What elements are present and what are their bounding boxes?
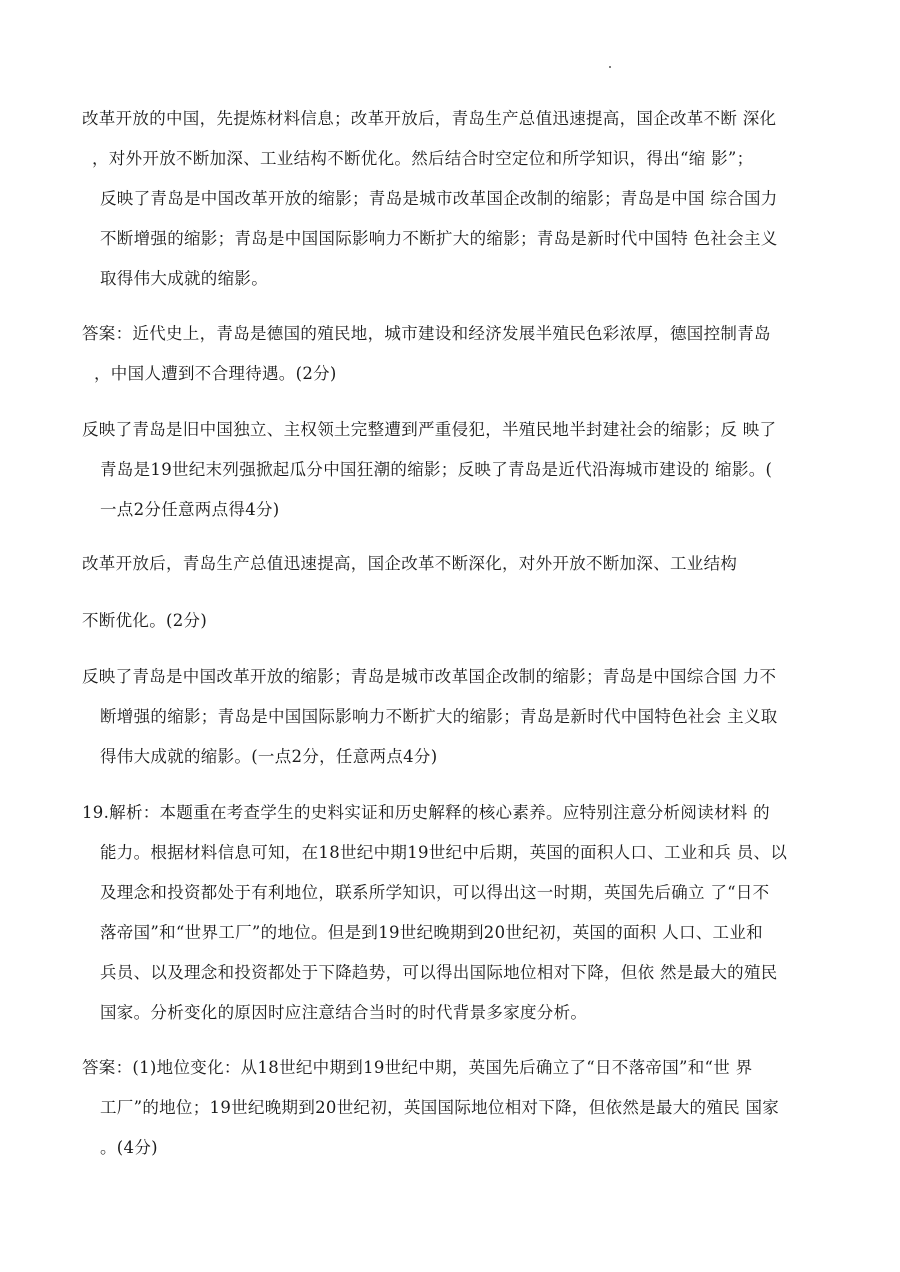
text-line: 能力。根据材料信息可知，在18世纪中期19世纪中后期，英国的面积人口、工业和兵 员、以 bbox=[100, 843, 788, 862]
text-line: 青岛是19世纪末列强掀起瓜分中国狂潮的缩影；反映了青岛是近代沿海城市建设的 缩影。( bbox=[100, 460, 773, 479]
text-line: 反映了青岛是中国改革开放的缩影；青岛是城市改革国企改制的缩影；青岛是中国 综合国力 bbox=[100, 189, 778, 208]
text-line: 改革开放后，青岛生产总值迅速提高，国企改革不断深化，对外开放不断加深、工业结构 bbox=[82, 554, 738, 573]
text-line: ，对外开放不断加深、工业结构不断优化。然后结合时空定位和所学知识，得出“缩 影”； bbox=[92, 149, 754, 168]
text-line: ，中国人遭到不合理待遇。(2分) bbox=[94, 364, 337, 383]
text-line: 国家。分析变化的原因时应注意结合当时的时代背景多家度分析。 bbox=[100, 1003, 588, 1022]
text-line: 19.解析：本题重在考查学生的史料实证和历史解释的核心素养。应特别注意分析阅读材料 的 bbox=[82, 803, 770, 822]
text-line: 及理念和投资都处于有利地位，联系所学知识，可以得出这一时期，英国先后确立 了“日不 bbox=[100, 883, 770, 902]
text-line: 取得伟大成就的缩影。 bbox=[100, 269, 268, 288]
text-line: 反映了青岛是中国改革开放的缩影；青岛是城市改革国企改制的缩影；青岛是中国综合国 力不 bbox=[82, 667, 777, 686]
text-line: 反映了青岛是旧中国独立、主权领土完整遭到严重侵犯，半殖民地半封建社会的缩影；反 映了 bbox=[82, 420, 777, 439]
text-line: 得伟大成就的缩影。(一点2分，任意两点4分) bbox=[100, 747, 438, 766]
text-line: 兵员、以及理念和投资都处于下降趋势，可以得出国际地位相对下降，但依 然是最大的殖民 bbox=[100, 963, 778, 982]
text-line: 断增强的缩影；青岛是中国国际影响力不断扩大的缩影；青岛是新时代中国特色社会 主义取 bbox=[100, 707, 778, 726]
text-line: 落帝国”和“世界工厂”的地位。但是到19世纪晚期到20世纪初，英国的面积 人口、工业和 bbox=[100, 923, 763, 942]
text-line: 改革开放的中国，先提炼材料信息；改革开放后，青岛生产总值迅速提高，国企改革不断 深化 bbox=[82, 109, 777, 128]
text-line: 不断优化。(2分) bbox=[82, 611, 208, 630]
text-line: 一点2分任意两点得4分) bbox=[100, 500, 280, 519]
text-line: 答案：近代史上，青岛是德国的殖民地，城市建设和经济发展半殖民色彩浓厚，德国控制青岛 bbox=[82, 324, 771, 343]
scan-dot bbox=[609, 66, 611, 68]
text-line: 答案：(1)地位变化：从18世纪中期到19世纪中期，英国先后确立了“日不落帝国”和“世 界 bbox=[82, 1058, 753, 1077]
text-line: 不断增强的缩影；青岛是中国国际影响力不断扩大的缩影；青岛是新时代中国特 色社会主义 bbox=[100, 229, 778, 248]
text-line: 。(4分) bbox=[100, 1138, 158, 1157]
text-line: 工厂”的地位；19世纪晚期到20世纪初，英国国际地位相对下降，但依然是最大的殖民 国家 bbox=[100, 1098, 780, 1117]
